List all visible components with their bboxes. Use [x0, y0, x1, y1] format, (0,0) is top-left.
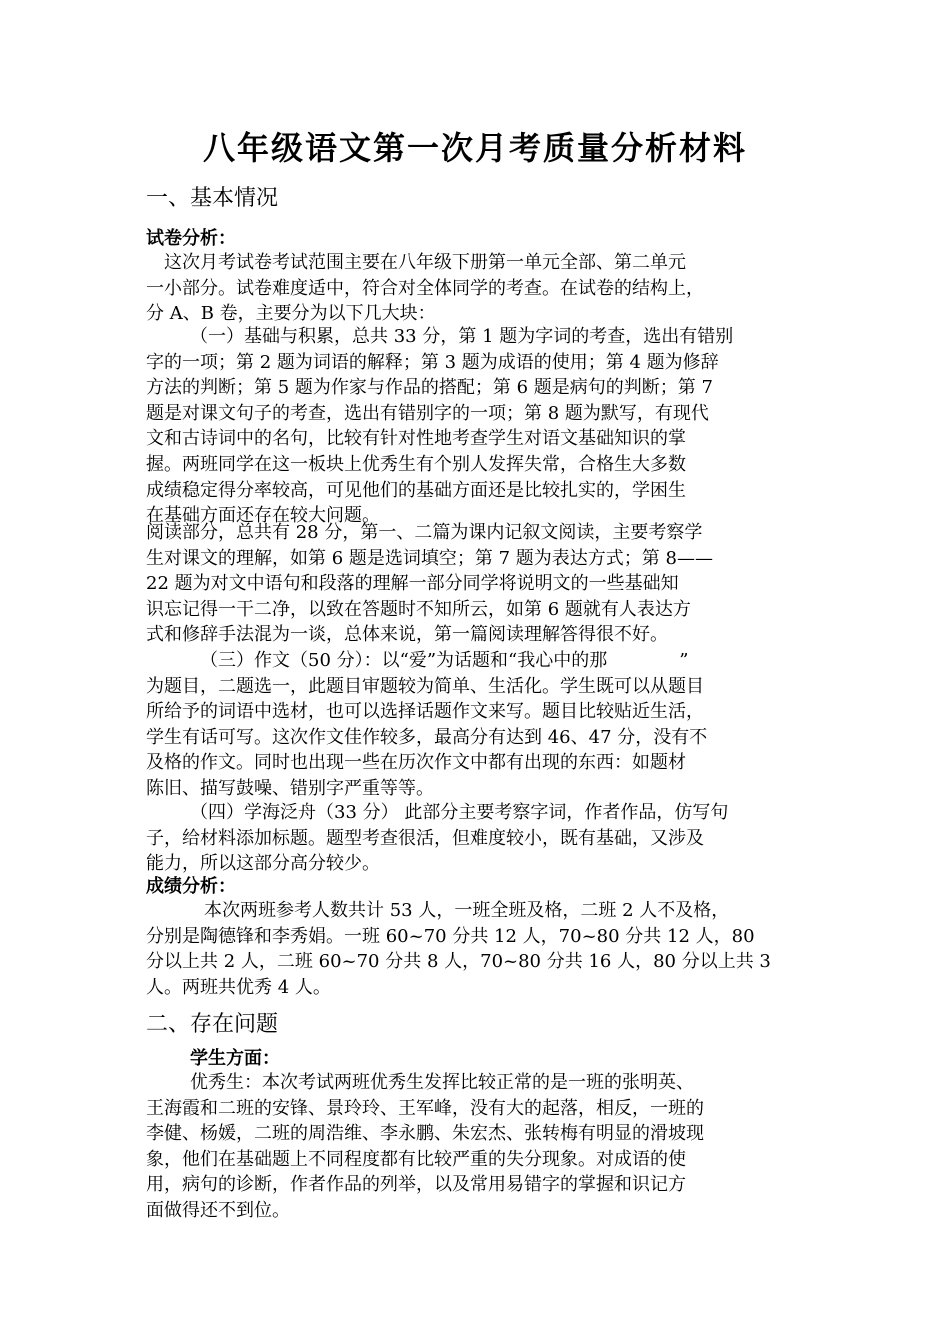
text-line: （四）学海泛舟（33 分） 此部分主要考察字词，作者作品，仿写句 — [190, 802, 729, 823]
text-line: （一）基础与积累，总共 33 分，第 1 题为字词的考查，选出有错别 — [190, 326, 734, 347]
text-line: 文和古诗词中的名句，比较有针对性地考查学生对语文基础知识的掌 — [146, 428, 686, 450]
text-line: （三）作文（50 分）：以“爱”为话题和“我心中的那 ” — [200, 650, 689, 671]
score-analysis-label: 成绩分析： — [146, 876, 236, 897]
text-line: 式和修辞手法混为一谈，总体来说，第一篇阅读理解答得很不好。 — [146, 624, 668, 646]
text-line: 能力，所以这部分高分较少。 — [146, 853, 380, 875]
text-line: 子，给材料添加标题。题型考查很活，但难度较小，既有基础，又涉及 — [146, 827, 704, 849]
text-line: 在基础方面还存在较大问题。 — [146, 505, 380, 527]
text-line: 为题目，二题选一，此题目审题较为简单、生活化。学生既可以从题目 — [146, 675, 704, 697]
text-line: 李健、杨媛，二班的周浩维、李永鹏、朱宏杰、张转梅有明显的滑坡现 — [146, 1123, 704, 1145]
text-line: 这次月考试卷考试范围主要在八年级下册第一单元全部、第二单元 — [164, 252, 686, 273]
text-line: 成绩稳定得分率较高，可见他们的基础方面还是比较扎实的，学困生 — [146, 479, 686, 501]
text-line: 象，他们在基础题上不同程度都有比较严重的失分现象。对成语的使 — [146, 1148, 686, 1170]
text-line: 优秀生：本次考试两班优秀生发挥比较正常的是一班的张明英、 — [190, 1072, 694, 1093]
text-line: 陈旧、描写鼓噪、错别字严重等等。 — [146, 777, 434, 799]
text-line: 分别是陶德锋和李秀娟。一班 60~70 分共 12 人，70~80 分共 12 人，80 — [146, 925, 755, 947]
text-line: 阅读部分，总共有 28 分，第一、二篇为课内记叙文阅读，主要考察学 — [146, 522, 703, 543]
exam-analysis-label: 试卷分析： — [146, 228, 236, 249]
part3-paragraph — [146, 648, 808, 802]
text-line: 所给予的词语中选材，也可以选择话题作文来写。题目比较贴近生活， — [146, 701, 704, 723]
text-line: 一小部分。试卷难度适中，符合对全体同学的考查。在试卷的结构上， — [146, 277, 704, 299]
document-title: 八年级语文第一次月考质量分析材料 — [202, 129, 747, 167]
students-label: 学生方面： — [190, 1048, 280, 1069]
text-line: 分以上共 2 人，二班 60~70 分共 8 人，70~80 分共 16 人，80 分以上共 3 — [146, 951, 771, 973]
text-line: 识忘记得一干二净，以致在答题时不知所云，如第 6 题就有人表达方 — [146, 598, 691, 620]
text-line: 题是对课文句子的考查，选出有错别字的一项；第 8 题为默写，有现代 — [146, 402, 709, 424]
text-line: 方法的判断；第 5 题为作家与作品的搭配；第 6 题是病句的判断；第 7 — [146, 377, 713, 399]
section1-heading: 一、基本情况 — [146, 186, 279, 211]
text-line: 握。两班同学在这一板块上优秀生有个别人发挥失常，合格生大多数 — [146, 453, 686, 475]
text-line: 用，病句的诊断，作者作品的列举，以及常用易错字的掌握和识记方 — [146, 1174, 686, 1196]
text-line: 面做得还不到位。 — [146, 1199, 290, 1221]
text-line: 学生有话可写。这次作文佳作较多，最高分有达到 46、47 分，没有不 — [146, 726, 708, 748]
score-analysis-paragraph — [146, 898, 808, 1000]
text-line: 王海霞和二班的安锋、景玲玲、王军峰，没有大的起落，相反，一班的 — [146, 1097, 704, 1119]
text-line: 22 题为对文中语句和段落的理解一部分同学将说明文的一些基础知 — [146, 573, 679, 595]
section2-heading: 二、存在问题 — [146, 1012, 279, 1037]
exam-intro-paragraph — [146, 250, 808, 327]
part2-paragraph — [146, 520, 808, 648]
part4-paragraph — [146, 800, 808, 877]
text-line: 字的一项；第 2 题为词语的解释；第 3 题为成语的使用；第 4 题为修辞 — [146, 351, 719, 373]
text-line: 本次两班参考人数共计 53 人，一班全班及格，二班 2 人不及格， — [204, 900, 730, 921]
part1-paragraph — [146, 324, 808, 529]
students-paragraph — [146, 1070, 808, 1224]
text-line: 人。两班共优秀 4 人。 — [146, 976, 331, 998]
text-line: 生对课文的理解，如第 6 题是选词填空；第 7 题为表达方式；第 8—— — [146, 547, 713, 569]
text-line: 分 A、B 卷，主要分为以下几大块： — [146, 303, 436, 325]
text-line: 及格的作文。同时也出现一些在历次作文中都有出现的东西：如题材 — [146, 752, 686, 774]
